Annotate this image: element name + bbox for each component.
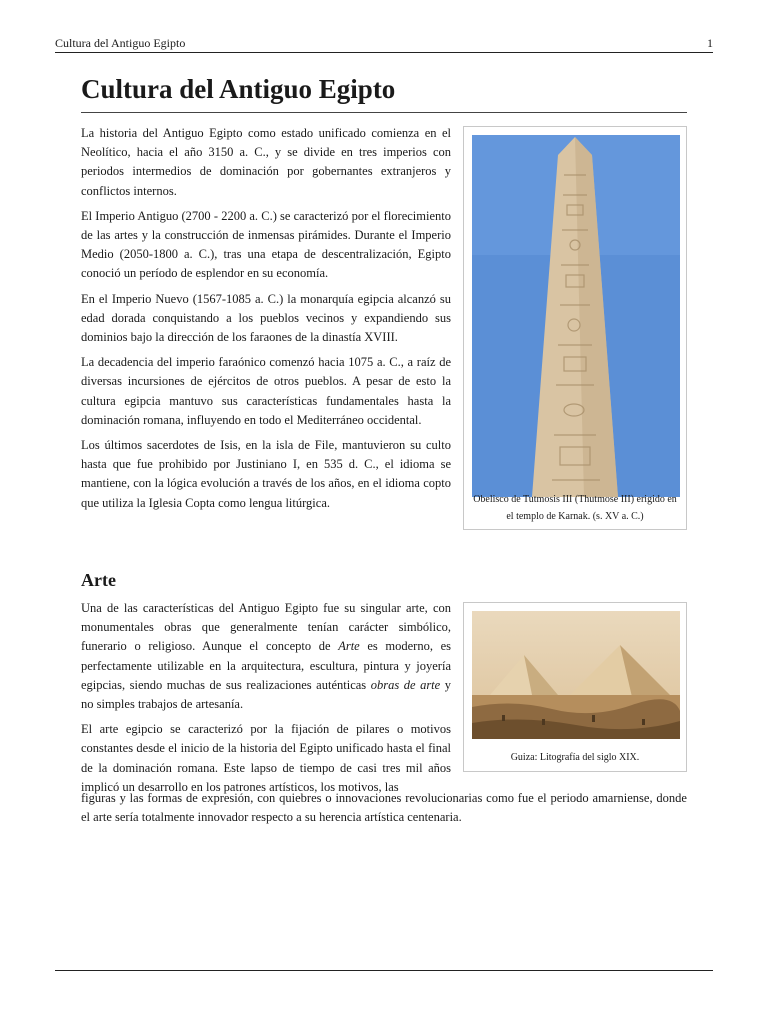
paragraph: El Imperio Antiguo (2700 - 2200 a. C.) se caracterizó por el florecimiento de las artes y la construcción de inmensas pirámides. Durante el Imperio Medio (2050-1800 a. C.), tras una etapa de descentralización, Egipto conoció un período de esplendor en su economía.: [81, 208, 451, 281]
page-number: 1: [707, 36, 713, 50]
figure-caption: Obelisco de Tutmosis III (Thutmose III) erigido en el templo de Karnak. (s. XV a. C.): [473, 494, 677, 522]
paragraph: Los últimos sacerdotes de Isis, en la isla de File, mantuvieron su culto hasta que fue prohibido por Justiniano I, en 535 d. C., el idioma se mantiene, con la lógica evolución a través de los años, en el idioma copto que utiliza la Iglesia Copta como lengua litúrgica.: [81, 438, 451, 510]
arte-paragraph-continued: figuras y las formas de expresión, con quiebres o innovaciones revolucionarias como fue el periodo amarniense, donde el arte sería totalmente innovador respecto a su herencia artística centenaria.: [81, 791, 687, 825]
figure-caption: Guiza: Litografía del siglo XIX.: [510, 752, 640, 763]
paragraph: Una de las características del Antiguo Egipto fue su singular arte, con monumentales obras que generalmente tenían carácter simbólico, funerario o religioso. Aunque el concepto de Arte es moderno, es perfectamente utilizable en la arquitectura, escultura, pintura y joyería egipcias, siendo muchas de sus realizaciones auténticas obras de arte y no simples trabajos de artesanía.: [81, 601, 452, 712]
emphasis-term: obras de arte: [370, 677, 441, 692]
intro-section: [81, 124, 451, 519]
obelisk-image: [472, 135, 680, 497]
running-header: [55, 34, 713, 53]
paragraph: La decadencia del imperio faraónico comenzó hacia 1075 a. C., a raíz de diversas incursiones de ejércitos de otros pueblos. A pesar de esto la cultura egipcia mantuvo sus características fundamentales hasta la dominación romana, influyendo en todo el Mediterráneo occidental.: [81, 355, 451, 427]
paragraph: El arte egipcio se caracterizó por la fijación de pilares o motivos constantes desde el inicio de la historia del Egipto unificado hasta el final de la dominación romana. Este lapso de tiempo de casi tres mil años implicó un desarrollo en los patrones artísticos, los motivos, las: [81, 722, 451, 794]
arte-section: [81, 599, 451, 797]
running-title: Cultura del Antiguo Egipto: [55, 36, 186, 50]
section-heading-arte: Arte: [81, 570, 116, 590]
emphasis-term: Arte: [338, 639, 360, 654]
paragraph: En el Imperio Nuevo (1567-1085 a. C.) la monarquía egipcia alcanzó su edad dorada conquistando a los pueblos vecinos y expandiendo sus dominios bajo la dirección de los faraones de la dinastía XVIII.: [81, 291, 451, 345]
obelisk-figure: [463, 126, 687, 530]
paragraph: La historia del Antiguo Egipto como estado unificado comienza en el Neolítico, hacia el año 3150 a. C., y se divide en tres imperios con periodos intermedios de dominación por gobernantes extranjeros y conflictos internos.: [81, 126, 451, 198]
pyramids-figure: [463, 602, 687, 772]
footer-rule: [55, 970, 713, 971]
pyramids-lithograph-image: [472, 611, 680, 739]
page-title: Cultura del Antiguo Egipto: [81, 72, 687, 113]
